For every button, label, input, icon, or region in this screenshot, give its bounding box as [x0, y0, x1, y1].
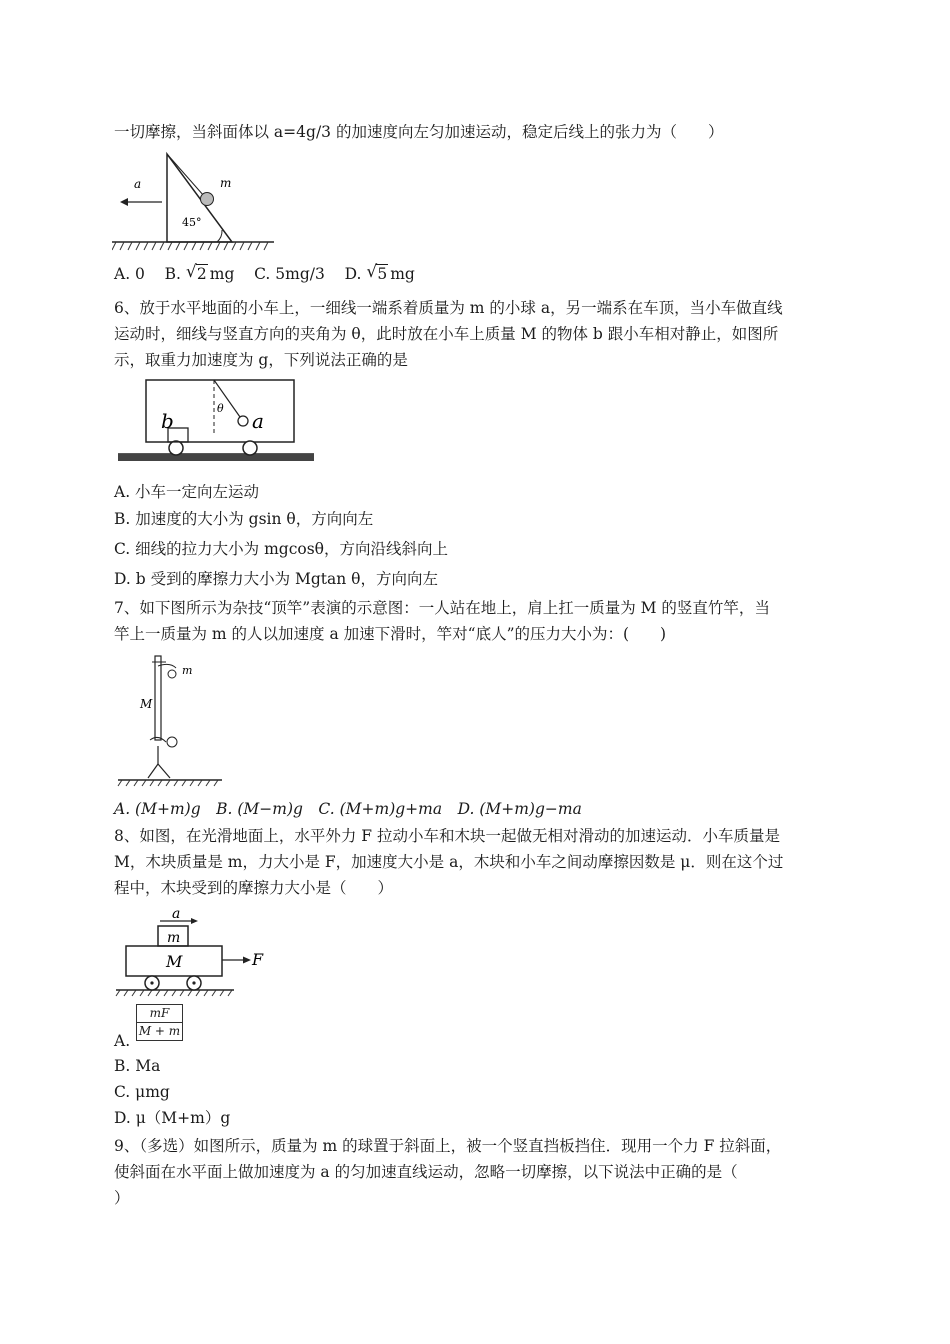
q6-fig-label-b: b: [161, 409, 174, 433]
q6-option-c: C. 细线的拉力大小为 mgcosθ，方向沿线斜向上: [114, 540, 449, 558]
q8-fig-label-a: a: [172, 906, 181, 922]
q8-option-a-numerator: mF: [137, 1005, 182, 1023]
q7-fig-label-m: m: [182, 664, 193, 677]
q8-fig-label-M: M: [166, 952, 183, 971]
q8-fig-label-F: F: [252, 950, 264, 969]
q8-option-a-fraction: [136, 1004, 183, 1041]
q5-option-d-suffix: mg: [390, 265, 415, 283]
q8-option-a-denominator: M + m: [138, 1024, 181, 1038]
q8-stem-line2: M，木块质量是 m，力大小是 F，加速度大小是 a，木块和小车之间动摩擦因数是 μ．则在这个过: [114, 853, 784, 871]
q5-option-b-radicand: 2: [196, 265, 207, 283]
q7-fig-label-M: M: [140, 697, 153, 711]
q6-stem-line1: 6、放于水平地面的小车上，一细线一端系着质量为 m 的小球 a，另一端系在车顶，当小车做直线: [114, 299, 783, 317]
q6-fig-label-theta: θ: [217, 402, 224, 415]
q5-incline-figure: [112, 150, 277, 252]
q7-pole-figure: [114, 652, 226, 788]
q6-fig-label-a: a: [252, 409, 264, 433]
q5-stem-line1: 一切摩擦，当斜面体以 a=4g/3 的加速度向左匀加速运动，稳定后线上的张力为（ ）: [114, 123, 724, 141]
q5-option-d-prefix: D.: [344, 265, 362, 283]
q5-option-b-sqrt: √ 2: [185, 262, 207, 283]
q5-fig-label-m: m: [220, 176, 232, 190]
q8-cart-figure: [114, 902, 270, 998]
q6-option-d: D. b 受到的摩擦力大小为 Mgtan θ，方向向左: [114, 570, 439, 588]
q7-options: A. (M+m)g B. (M−m)g C. (M+m)g+ma D. (M+m)g−ma: [114, 800, 582, 818]
q5-option-d-radicand: 5: [377, 265, 388, 283]
q8-option-a-prefix: A.: [114, 1032, 131, 1050]
q6-option-b: B. 加速度的大小为 gsin θ，方向向左: [114, 510, 374, 528]
q6-cart-figure: [116, 374, 316, 468]
q5-options: [114, 264, 415, 284]
q5-option-b-suffix: mg: [209, 265, 235, 283]
q8-option-d: D. μ（M+m）g: [114, 1109, 231, 1127]
q8-stem-line3: 程中，木块受到的摩擦力大小是（ ）: [114, 879, 394, 897]
q8-option-c: C. μmg: [114, 1083, 170, 1101]
q9-stem-line2: 使斜面在水平面上做加速度为 a 的匀加速直线运动，忽略一切摩擦，以下说法中正确的是（: [114, 1163, 738, 1181]
q6-stem-line2: 运动时，细线与竖直方向的夹角为 θ，此时放在小车上质量 M 的物体 b 跟小车相对静止，如图所: [114, 325, 779, 343]
q7-stem-line1: 7、如下图所示为杂技“顶竿”表演的示意图：一人站在地上，肩上扛一质量为 M 的竖直竹竿，当: [114, 599, 770, 617]
q5-option-b-prefix: B.: [164, 265, 181, 283]
q5-option-c: C. 5mg/3: [254, 265, 325, 283]
q8-fig-label-m: m: [167, 930, 181, 946]
q8-stem-line1: 8、如图，在光滑地面上，水平外力 F 拉动小车和木块一起做无相对滑动的加速运动．小车质量是: [114, 827, 780, 845]
q6-stem-line3: 示，取重力加速度为 g，下列说法正确的是: [114, 351, 408, 369]
q9-stem-line1: 9、（多选）如图所示，质量为 m 的球置于斜面上，被一个竖直挡板挡住．现用一个力 F 拉斜面，: [114, 1137, 782, 1155]
q7-stem-line2: 竿上一质量为 m 的人以加速度 a 加速下滑时，竿对“底人”的压力大小为：( ): [114, 625, 667, 643]
q5-fig-label-angle: 45°: [182, 216, 202, 229]
q6-option-a: A. 小车一定向左运动: [114, 483, 260, 501]
q5-option-a: A. 0: [114, 265, 145, 283]
q9-stem-line3: ）: [114, 1189, 130, 1207]
q8-option-b: B. Ma: [114, 1057, 161, 1075]
q5-option-d-sqrt: √ 5: [366, 262, 388, 283]
q5-fig-label-a: a: [134, 177, 142, 191]
